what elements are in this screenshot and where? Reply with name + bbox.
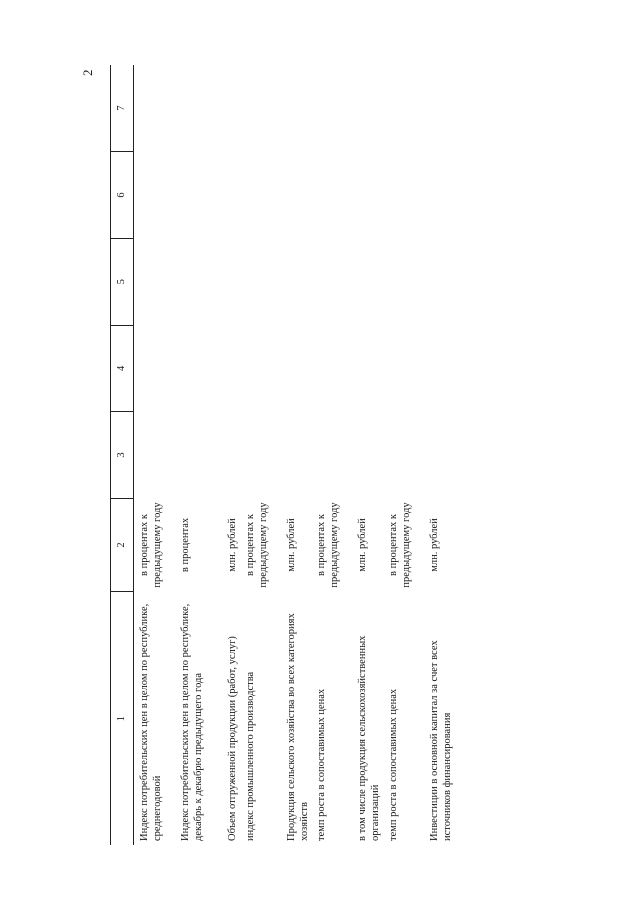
column-header: 7 [111,65,134,152]
indicator-cell: Продукция сельского хозяйства во всех категориях хозяйств [285,613,310,841]
value-cell [311,65,352,152]
unit-cell: в процентах к предыдущему году [244,502,269,588]
column-header: 6 [111,152,134,239]
value-cell [134,238,176,325]
page-number: 2 [80,69,95,76]
value-cell [311,412,352,499]
value-cell [175,152,222,239]
unit-cell: млн. рублей [227,518,238,572]
value-cell [311,325,352,412]
value-cell [352,238,383,325]
value-cell [175,325,222,412]
table-row [383,65,424,845]
table-header-row [111,65,134,845]
value-cell [240,412,281,499]
value-cell [424,65,455,152]
value-cell [281,152,312,239]
table-row [134,65,176,845]
value-cell [383,152,424,239]
unit-cell: в процентах к предыдущему году [139,502,163,588]
unit-cell: в процентах [180,517,191,573]
unit-cell: млн. рублей [285,518,297,572]
value-cell [175,65,222,152]
indicators-table [110,65,455,845]
value-cell [352,152,383,239]
column-header: 5 [111,238,134,325]
value-cell [222,152,240,239]
value-cell [424,325,455,412]
value-cell [222,65,240,152]
table-row [311,65,352,845]
value-cell [175,238,222,325]
value-cell [352,325,383,412]
value-cell [281,65,312,152]
value-cell [222,325,240,412]
indicator-cell: Инвестиции в основной капитал за счет всех источников финансирования [428,640,453,841]
value-cell [383,65,424,152]
value-cell [424,412,455,499]
value-cell [352,65,383,152]
table-row [240,65,281,845]
value-cell [134,325,176,412]
value-cell [383,238,424,325]
value-cell [281,325,312,412]
indicator-cell: Индекс потребительских цен в целом по республике, декабрь к декабрю предыдущего года [180,603,204,841]
value-cell [222,238,240,325]
value-cell [240,325,281,412]
value-cell [240,152,281,239]
indicator-cell: темп роста в сопоставимых ценах [387,688,399,841]
indicator-cell: Объем отгруженной продукции (работ, услуг) [227,636,238,841]
value-cell [134,65,176,152]
table-row [352,65,383,845]
rotated-page [110,65,639,845]
indicator-cell: Индекс потребительских цен в целом по республике, среднегодовой [139,603,163,841]
indicator-cell: в том числе продукция сельскохозяйственных организаций [357,635,382,841]
value-cell [383,325,424,412]
indicator-cell: темп роста в сопоставимых ценах [316,688,328,841]
value-cell [222,412,240,499]
value-cell [134,152,176,239]
indicator-cell: индекс промышленного производства [244,671,256,841]
unit-cell: в процентах к предыдущему году [387,502,412,588]
table-row [424,65,455,845]
value-cell [383,412,424,499]
value-cell [175,412,222,499]
value-cell [134,412,176,499]
table-row [175,65,222,845]
value-cell [281,412,312,499]
value-cell [281,238,312,325]
unit-cell: млн. рублей [428,518,440,572]
table-row [222,65,240,845]
unit-cell: в процентах к предыдущему году [316,502,341,588]
value-cell [240,65,281,152]
table-row [281,65,312,845]
value-cell [424,238,455,325]
column-header: 2 [111,498,134,591]
column-header: 1 [111,592,134,845]
column-header: 4 [111,325,134,412]
column-header: 3 [111,412,134,499]
value-cell [240,238,281,325]
value-cell [311,238,352,325]
value-cell [424,152,455,239]
value-cell [311,152,352,239]
value-cell [352,412,383,499]
unit-cell: млн. рублей [357,518,369,572]
